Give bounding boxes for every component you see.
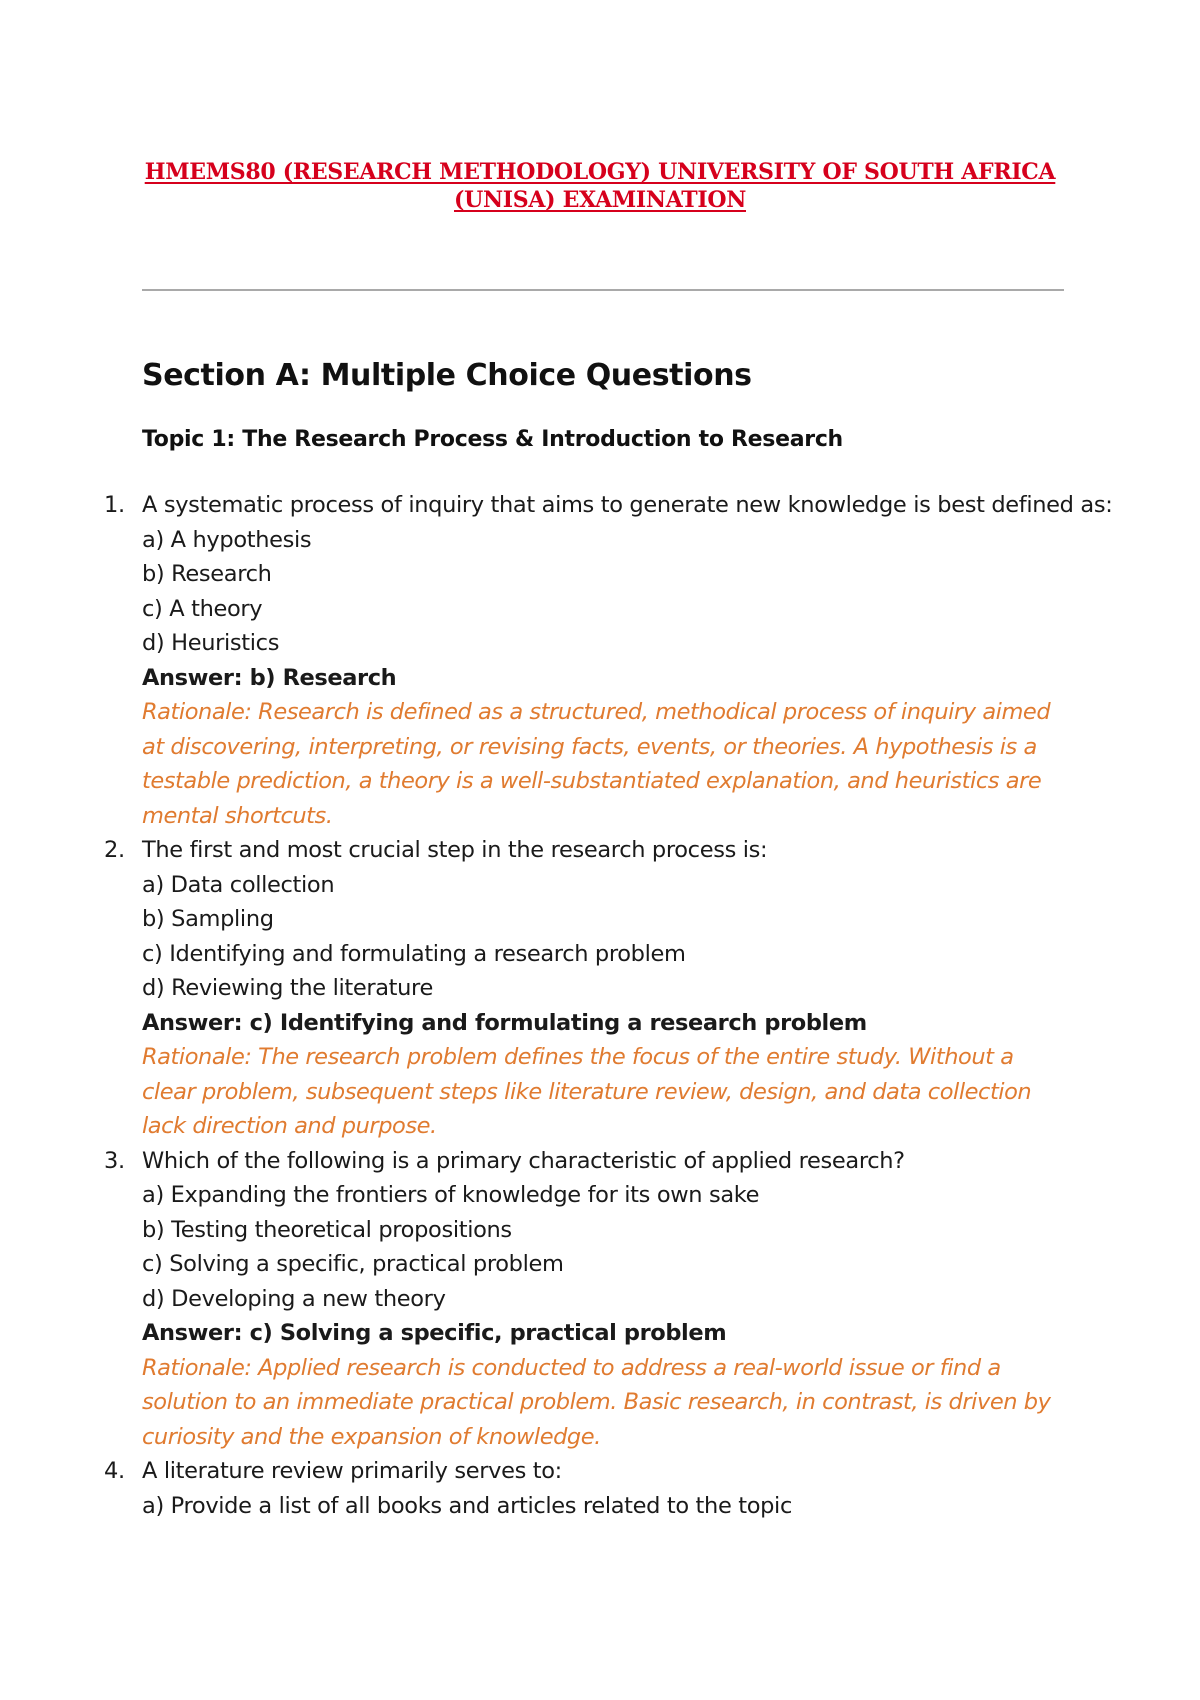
question-item (0, 1144, 1072, 1455)
question-text: A systematic process of inquiry that aims to generate new knowledge is best defined as: (142, 492, 1113, 518)
question-number: 4. (104, 1458, 125, 1484)
question-number: 2. (104, 837, 125, 863)
document-title-line-2: (UNISA) EXAMINATION (454, 187, 746, 213)
option-a: a) A hypothesis (142, 526, 312, 553)
option-b: b) Testing theoretical propositions (142, 1216, 512, 1243)
question-item (0, 1454, 1072, 1523)
option-a: a) Data collection (142, 871, 335, 898)
option-d: d) Reviewing the literature (142, 975, 433, 1001)
question-item (0, 488, 1113, 833)
option-a: a) Expanding the frontiers of knowledge for its own sake (142, 1182, 760, 1208)
question-text: The first and most crucial step in the research process is: (142, 837, 768, 863)
option-c: c) A theory (142, 595, 263, 622)
option-b: b) Research (142, 561, 272, 587)
option-c: c) Identifying and formulating a research problem (142, 940, 686, 967)
option-d: d) Heuristics (142, 630, 280, 656)
option-b: b) Sampling (142, 906, 274, 932)
document-title (140, 158, 1060, 214)
topic-heading: Topic 1: The Research Process & Introduction to Research (142, 427, 843, 452)
question-list (0, 488, 1200, 1523)
rationale-text: Rationale: Applied research is conducted to address a real-world issue or find a solution to an immediate practical problem. Basic research, in contrast, is driven by curiosity and the expansion of knowledge. (142, 1354, 1051, 1450)
horizontal-divider (142, 289, 1064, 291)
option-c: c) Solving a specific, practical problem (142, 1251, 564, 1277)
answer-line: Answer: c) Solving a specific, practical problem (142, 1320, 727, 1346)
rationale-text: Rationale: The research problem defines the focus of the entire study. Without a clear problem, subsequent steps like literature review, design, and data collection lack direction and purpose. (142, 1044, 1032, 1139)
question-number: 1. (104, 492, 125, 518)
question-text: A literature review primarily serves to: (142, 1458, 562, 1484)
answer-line: Answer: c) Identifying and formulating a research problem (142, 1009, 867, 1036)
question-item (0, 833, 1072, 1144)
question-text: Which of the following is a primary characteristic of applied research? (142, 1147, 905, 1174)
question-number: 3. (104, 1147, 125, 1174)
rationale-text: Rationale: Research is defined as a structured, methodical process of inquiry aimed at discovering, interpreting, or revising facts, events, or theories. A hypothesis is a testable prediction, a theory is a well-substantiated explanation, and heuristics are mental shortcuts. (142, 699, 1051, 829)
section-heading: Section A: Multiple Choice Questions (142, 358, 752, 393)
option-a: a) Provide a list of all books and articles related to the topic (142, 1492, 792, 1519)
document-title-line-1: HMEMS80 (RESEARCH METHODOLOGY) UNIVERSITY OF SOUTH AFRICA (144, 159, 1056, 185)
answer-line: Answer: b) Research (142, 664, 397, 691)
option-d: d) Developing a new theory (142, 1285, 446, 1312)
